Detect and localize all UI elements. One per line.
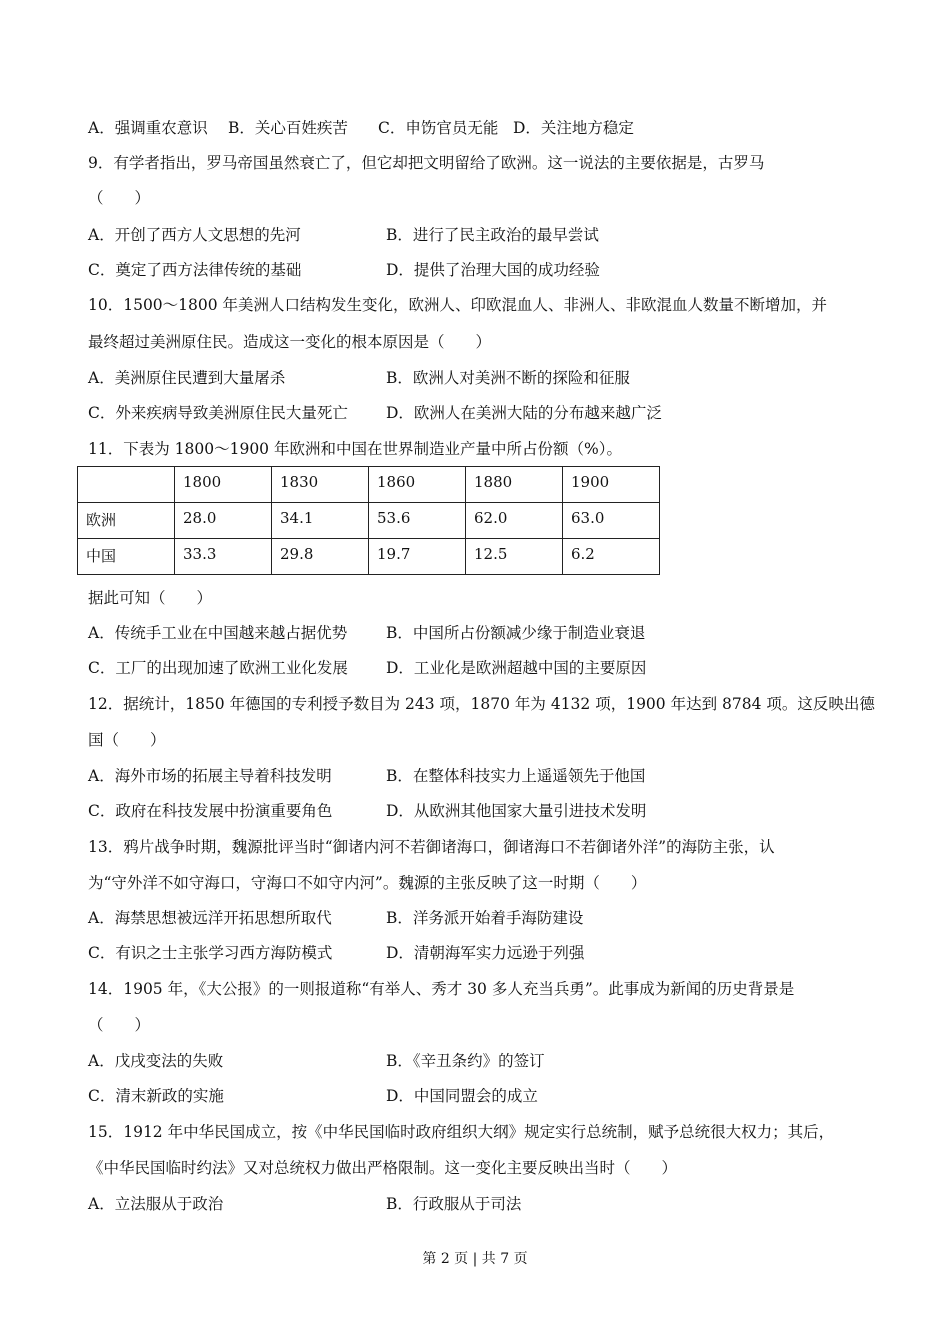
q12-option-c: C．政府在科技发展中扮演重要角色 [88, 802, 333, 820]
q8-option-b: B．关心百姓疾苦 [228, 119, 348, 137]
q11-option-c: C．工厂的出现加速了欧洲工业化发展 [88, 659, 348, 677]
q15-option-a: A．立法服从于政治 [88, 1195, 224, 1213]
q10-stem-line2: 最终超过美洲原住民。造成这一变化的根本原因是（ ） [88, 333, 492, 351]
table-cell: 33.3 [175, 539, 272, 575]
q10-option-a: A．美洲原住民遭到大量屠杀 [88, 369, 286, 387]
table-cell: 34.1 [272, 503, 369, 539]
q14-option-c: C．清末新政的实施 [88, 1087, 224, 1105]
q14-stem-line1: 14．1905 年，《大公报》的一则报道称“有举人、秀才 30 多人充当兵勇”。此事成为新闻的历史背景是 [88, 980, 795, 998]
table-cell [78, 467, 175, 503]
table-cell: 6.2 [563, 539, 660, 575]
q8-option-c: C．申饬官员无能 [378, 119, 499, 137]
table-cell: 1800 [175, 467, 272, 503]
q8-option-a: A．强调重农意识 [88, 119, 208, 137]
q11-option-d: D．工业化是欧洲超越中国的主要原因 [386, 659, 647, 677]
q10-option-b: B．欧洲人对美洲不断的探险和征服 [386, 369, 630, 387]
table-cell: 12.5 [466, 539, 563, 575]
q12-option-a: A．海外市场的拓展主导着科技发明 [88, 767, 332, 785]
table-cell: 63.0 [563, 503, 660, 539]
table-cell: 53.6 [369, 503, 466, 539]
q9-stem-line2: （ ） [88, 189, 151, 207]
q10-option-c: C．外来疾病导致美洲原住民大量死亡 [88, 404, 348, 422]
q14-stem-line2: （ ） [88, 1016, 151, 1034]
q14-option-d: D．中国同盟会的成立 [386, 1087, 538, 1105]
q10-stem-line1: 10．1500～1800 年美洲人口结构发生变化，欧洲人、印欧混血人、非洲人、非欧混血人数量不断增加，并 [88, 296, 828, 314]
table-cell: 19.7 [369, 539, 466, 575]
q13-stem-line1: 13．鸦片战争时期，魏源批评当时“御诸内河不若御诸海口，御诸海口不若御诸外洋”的海防主张，认 [88, 838, 775, 856]
table-row [78, 503, 660, 539]
table-header-row [78, 467, 660, 503]
q14-option-a: A．戊戌变法的失败 [88, 1052, 224, 1070]
q12-option-b: B．在整体科技实力上遥遥领先于他国 [386, 767, 646, 785]
q12-option-d: D．从欧洲其他国家大量引进技术发明 [386, 802, 647, 820]
q9-option-b: B．进行了民主政治的最早尝试 [386, 226, 599, 244]
q9-stem-line1: 9．有学者指出，罗马帝国虽然衰亡了，但它却把文明留给了欧洲。这一说法的主要依据是，古罗马 [88, 154, 765, 172]
q12-stem-line2: 国（ ） [88, 731, 166, 749]
table-cell: 29.8 [272, 539, 369, 575]
q13-option-a: A．海禁思想被远洋开拓思想所取代 [88, 909, 332, 927]
table-cell: 1830 [272, 467, 369, 503]
q8-option-d: D．关注地方稳定 [513, 119, 634, 137]
table-cell: 1900 [563, 467, 660, 503]
page-footer: 第 2 页 | 共 7 页 [422, 1251, 528, 1267]
q10-option-d: D．欧洲人在美洲大陆的分布越来越广泛 [386, 404, 662, 422]
q15-stem-line1: 15．1912 年中华民国成立，按《中华民国临时政府组织大纲》规定实行总统制，赋予总统很大权力；其后， [88, 1123, 835, 1141]
q9-option-c: C．奠定了西方法律传统的基础 [88, 261, 302, 279]
q15-stem-line2: 《中华民国临时约法》又对总统权力做出严格限制。这一变化主要反映出当时（ ） [88, 1159, 678, 1177]
q13-stem-line2: 为“守外洋不如守海口，守海口不如守内河”。魏源的主张反映了这一时期（ ） [88, 874, 647, 892]
q11-option-a: A．传统手工业在中国越来越占据优势 [88, 624, 348, 642]
table-cell: 28.0 [175, 503, 272, 539]
q14-option-b: B．《辛丑条约》的签订 [386, 1052, 545, 1070]
q12-stem-line1: 12．据统计，1850 年德国的专利授予数目为 243 项，1870 年为 4132 项，1900 年达到 8784 项。这反映出德 [88, 695, 875, 713]
q9-option-a: A．开创了西方人文思想的先河 [88, 226, 301, 244]
q11-option-b: B．中国所占份额减少缘于制造业衰退 [386, 624, 646, 642]
q13-option-c: C．有识之士主张学习西方海防模式 [88, 944, 333, 962]
q15-option-b: B．行政服从于司法 [386, 1195, 522, 1213]
table-cell: 中国 [78, 539, 175, 575]
manufacturing-share-table [77, 466, 660, 575]
q11-stem-line2: 据此可知（ ） [88, 589, 213, 607]
q13-option-d: D．清朝海军实力远逊于列强 [386, 944, 585, 962]
table-cell: 1880 [466, 467, 563, 503]
q11-stem-line1: 11．下表为 1800～1900 年欧洲和中国在世界制造业产量中所占份额（%）。 [88, 440, 622, 458]
table-row [78, 539, 660, 575]
q13-option-b: B．洋务派开始着手海防建设 [386, 909, 584, 927]
table-cell: 62.0 [466, 503, 563, 539]
table-cell: 欧洲 [78, 503, 175, 539]
table-cell: 1860 [369, 467, 466, 503]
q9-option-d: D．提供了治理大国的成功经验 [386, 261, 600, 279]
